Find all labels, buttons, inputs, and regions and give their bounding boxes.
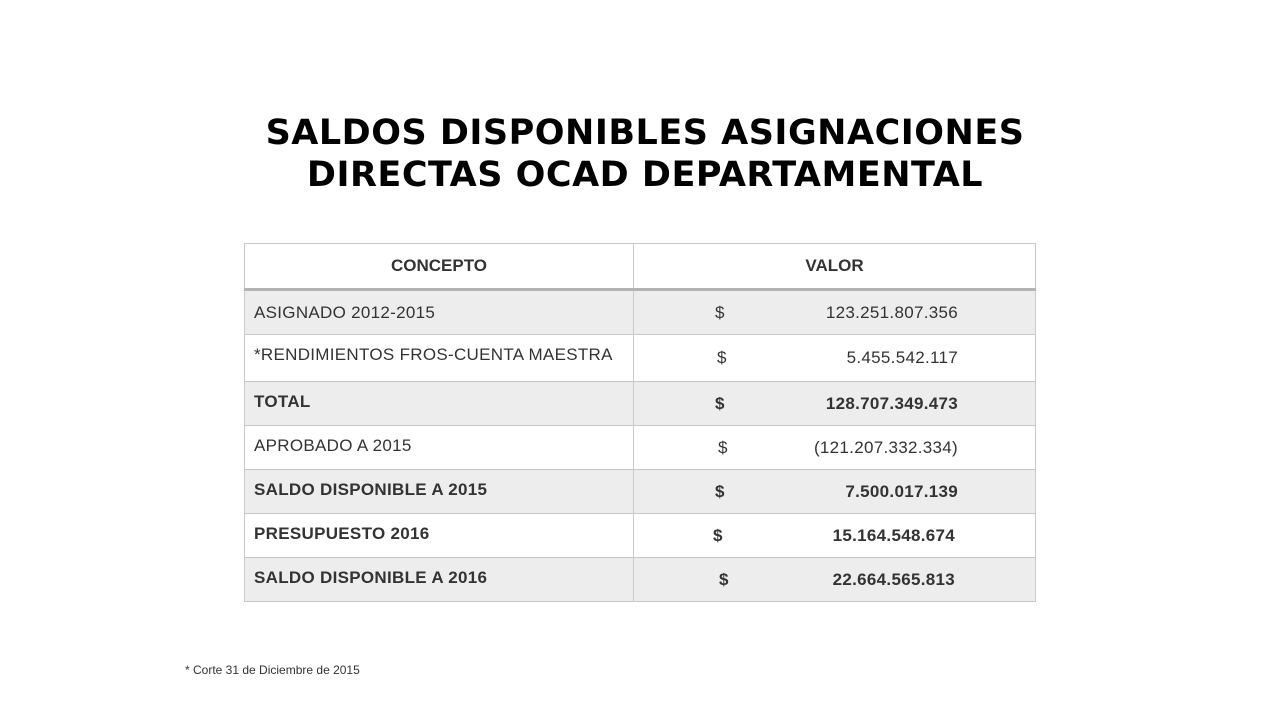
slide-title-line-1: SALDOS DISPONIBLES ASIGNACIONES	[265, 113, 1025, 153]
currency-symbol: $	[718, 437, 728, 457]
amount: 15.164.548.674	[832, 525, 955, 545]
header-value: VALOR	[634, 244, 1036, 290]
currency-symbol: $	[719, 569, 729, 589]
row-concept: *RENDIMIENTOS FROS-CUENTA MAESTRA	[245, 335, 634, 382]
row-concept: SALDO DISPONIBLE A 2015	[245, 470, 634, 514]
row-value	[634, 382, 1036, 426]
amount: 7.500.017.139	[845, 481, 958, 501]
row-value	[634, 558, 1036, 602]
slide-title	[0, 112, 1280, 196]
amount: 123.251.807.356	[825, 302, 958, 322]
row-value	[634, 290, 1036, 335]
amount: 5.455.542.117	[846, 348, 958, 367]
slide-title-line-2: DIRECTAS OCAD DEPARTAMENTAL	[306, 155, 984, 195]
row-concept: ASIGNADO 2012-2015	[245, 290, 634, 335]
table-row	[245, 335, 1036, 382]
table-header-row	[245, 244, 1036, 290]
balance-table	[244, 243, 1036, 602]
currency-symbol: $	[713, 525, 723, 545]
footnote: * Corte 31 de Diciembre de 2015	[185, 663, 360, 677]
amount: 22.664.565.813	[832, 569, 955, 589]
table-row	[245, 558, 1036, 602]
currency-symbol: $	[715, 393, 725, 413]
table-row	[245, 382, 1036, 426]
currency-symbol: $	[715, 302, 725, 322]
currency-symbol: $	[717, 348, 727, 367]
header-concept: CONCEPTO	[245, 244, 634, 290]
row-value	[634, 470, 1036, 514]
row-concept: APROBADO A 2015	[245, 426, 634, 470]
row-concept: PRESUPUESTO 2016	[245, 514, 634, 558]
table-row	[245, 470, 1036, 514]
amount: (121.207.332.334)	[813, 437, 958, 457]
currency-symbol: $	[715, 481, 725, 501]
row-value	[634, 426, 1036, 470]
row-value	[634, 514, 1036, 558]
row-concept: TOTAL	[245, 382, 634, 426]
table-row	[245, 514, 1036, 558]
row-value	[634, 335, 1036, 382]
amount: 128.707.349.473	[825, 393, 958, 413]
table-row	[245, 290, 1036, 335]
table-row	[245, 426, 1036, 470]
row-concept: SALDO DISPONIBLE A 2016	[245, 558, 634, 602]
